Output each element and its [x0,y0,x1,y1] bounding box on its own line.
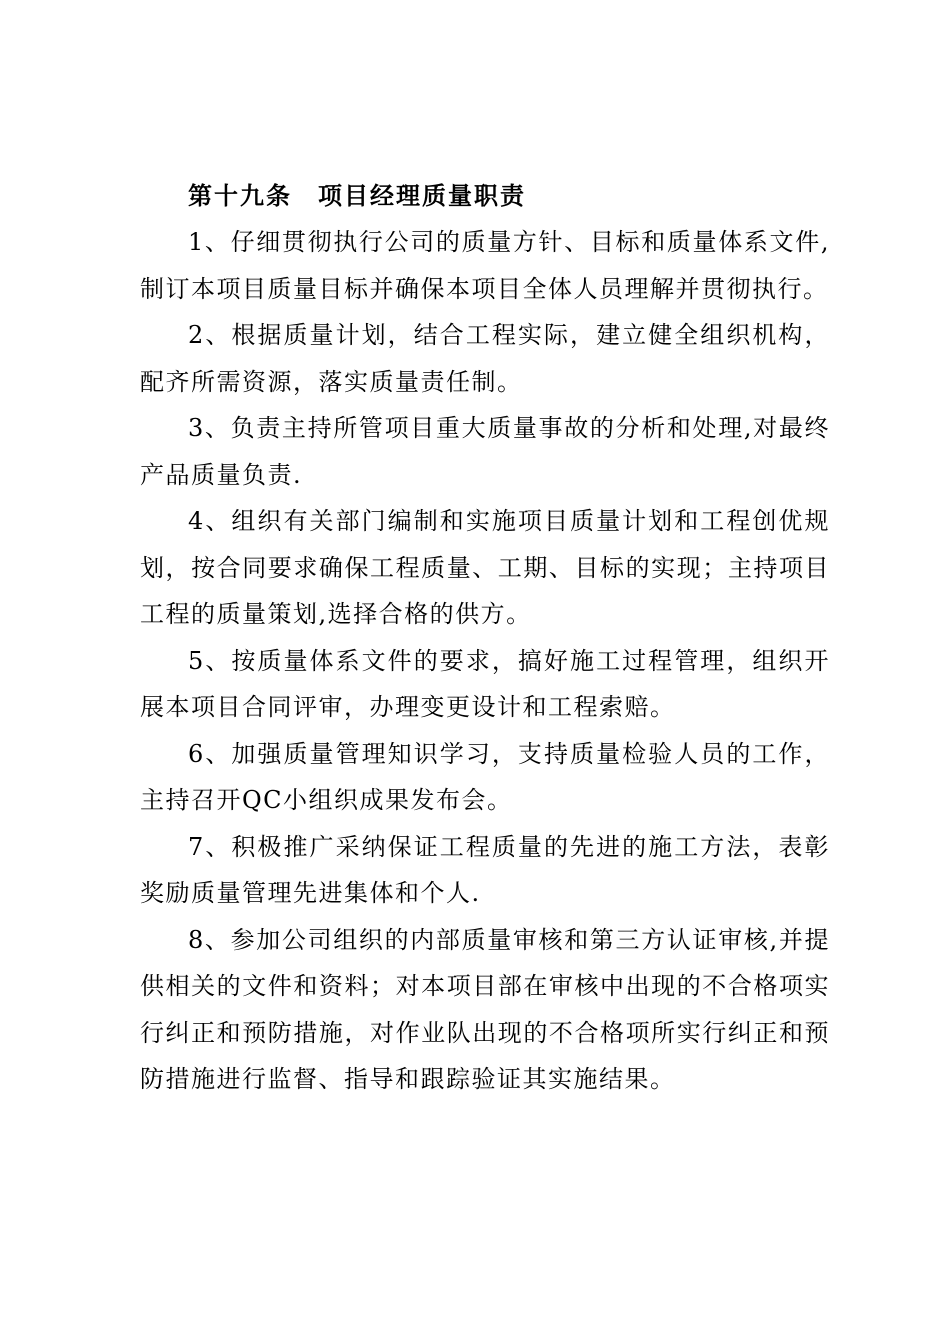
paragraph-3: 3、负责主持所管项目重大质量事故的分析和处理,对最终产品质量负责. [140,414,830,489]
article-title: 第十九条 项目经理质量职责 [188,181,526,210]
paragraph-7: 7、积极推广采纳保证工程质量的先进的施工方法，表彰奖励质量管理先进集体和个人. [140,832,830,907]
paragraph-2: 2、根据质量计划，结合工程实际，建立健全组织机构，配齐所需资源，落实质量责任制。 [140,321,830,396]
document-page [140,173,830,1103]
paragraph-8: 8、参加公司组织的内部质量审核和第三方认证审核,并提供相关的文件和资料；对本项目部在审核中出现的不合格项实行纠正和预防措施，对作业队出现的不合格项所实行纠正和预防措施进行监督、指导和跟踪验证其实施结果。 [140,925,830,1093]
paragraph-1: 1、仔细贯彻执行公司的质量方针、目标和质量体系文件,制订本项目质量目标并确保本项目全体人员理解并贯彻执行。 [140,228,830,303]
paragraph-5: 5、按质量体系文件的要求，搞好施工过程管理，组织开展本项目合同评审，办理变更设计和工程索赔。 [140,646,830,721]
paragraph-4: 4、组织有关部门编制和实施项目质量计划和工程创优规划，按合同要求确保工程质量、工期、目标的实现；主持项目工程的质量策划,选择合格的供方。 [140,507,830,628]
paragraph-6: 6、加强质量管理知识学习，支持质量检验人员的工作，主持召开QC小组织成果发布会。 [140,739,830,814]
